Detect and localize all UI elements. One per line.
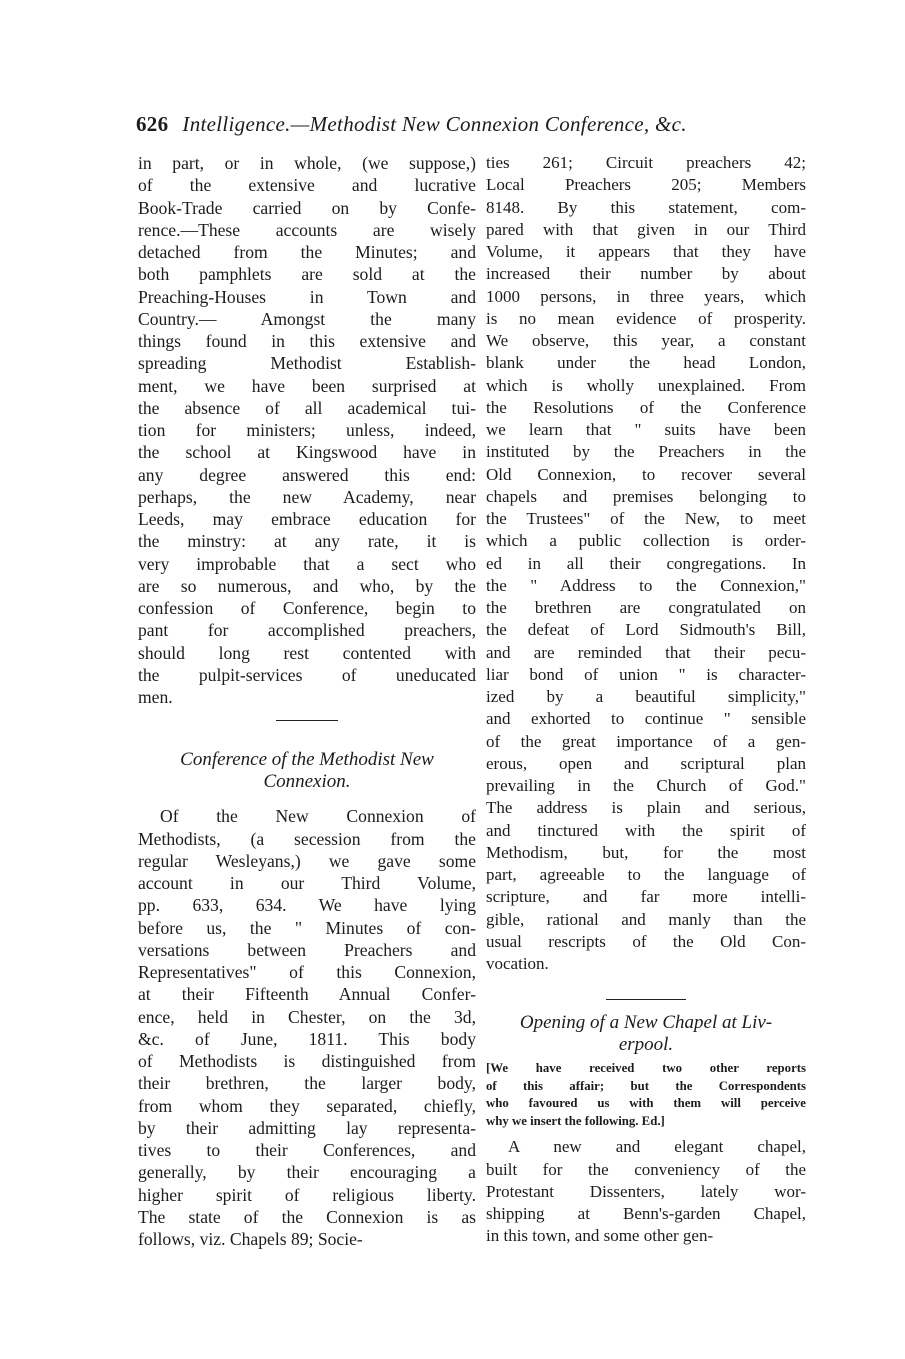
text-line: 1000 persons, in three years, which xyxy=(486,286,806,306)
text-line: erous, open and scriptural plan xyxy=(486,753,806,773)
text-line: confession of Conference, begin to xyxy=(138,598,476,618)
text-line: follows, viz. Chapels 89; Socie- xyxy=(138,1229,363,1249)
text-line: Of the New Connexion of xyxy=(160,806,476,827)
text-line: blank under the head London, xyxy=(486,353,806,373)
text-line: tives to their Conferences, and xyxy=(138,1140,476,1160)
section-title-line: Connexion. xyxy=(263,771,351,793)
text-line: detached from the Minutes; and xyxy=(138,242,476,262)
editor-note xyxy=(486,1060,806,1130)
section-title-line: erpool. xyxy=(618,1034,674,1056)
text-line: &c. of June, 1811. This body xyxy=(138,1028,476,1049)
text-line: Protestant Dissenters, lately wor- xyxy=(486,1181,806,1201)
text-line: We observe, this year, a constant xyxy=(486,331,806,350)
text-line: versations between Preachers and xyxy=(138,939,476,960)
text-line: the brethren are congratulated on xyxy=(486,598,806,617)
text-line: Methodism, but, for the most xyxy=(486,842,806,862)
text-line: generally, by their encouraging a xyxy=(138,1162,476,1183)
text-line: Representatives" of this Connexion, xyxy=(138,962,476,982)
running-header xyxy=(136,112,776,152)
text-line: Country.— Amongst the many xyxy=(138,308,476,329)
text-line: the defeat of Lord Sidmouth's Bill, xyxy=(486,620,806,640)
text-line: and tinctured with the spirit of xyxy=(486,820,806,840)
text-line: and exhorted to continue " sensible xyxy=(486,709,806,729)
paragraph-statistics xyxy=(486,152,806,975)
text-line: built for the conveniency of the xyxy=(486,1159,806,1179)
text-line: is no mean evidence of prosperity. xyxy=(486,308,806,328)
text-line: Preaching-Houses in Town and xyxy=(138,286,476,307)
text-line: account in our Third Volume, xyxy=(138,873,476,893)
text-line: Volume, it appears that they have xyxy=(486,242,806,261)
text-line: The address is plain and serious, xyxy=(486,798,806,818)
text-line: ed in all their congregations. In xyxy=(486,553,806,573)
text-line: Methodists, (a secession from the xyxy=(138,828,476,849)
section-title-conference xyxy=(138,749,476,793)
text-line: the Resolutions of the Conference xyxy=(486,397,806,417)
page-number: 626 xyxy=(136,112,169,136)
text-line: A new and elegant chapel, xyxy=(508,1137,806,1157)
text-line: Leeds, may embrace education for xyxy=(138,509,476,529)
section-title-line: Conference of the Methodist New xyxy=(180,749,434,771)
text-line: by their admitting lay representa- xyxy=(138,1117,476,1138)
text-line: very improbable that a sect who xyxy=(138,553,476,574)
text-line: increased their number by about xyxy=(486,264,806,284)
text-line: ized by a beautiful simplicity," xyxy=(486,687,806,706)
text-line: of this affair; but the Correspondents xyxy=(486,1078,806,1093)
text-line: ence, held in Chester, on the 3d, xyxy=(138,1006,476,1027)
text-line: Old Connexion, to recover several xyxy=(486,464,806,484)
text-line: pant for accomplished preachers, xyxy=(138,620,476,641)
text-line: higher spirit of religious liberty. xyxy=(138,1184,476,1205)
text-line: are so numerous, and who, by the xyxy=(138,575,476,596)
text-line: and are reminded that their pecu- xyxy=(486,642,806,662)
text-line: at their Fifteenth Annual Confer- xyxy=(138,984,476,1005)
text-line: in part, or in whole, (we suppose,) xyxy=(138,153,476,173)
text-line: scripture, and far more intelli- xyxy=(486,887,806,907)
text-line: their brethren, the larger body, xyxy=(138,1073,476,1094)
text-line: Book-Trade carried on by Confe- xyxy=(138,197,476,218)
text-line: liar bond of union " is character- xyxy=(486,664,806,684)
section-title-chapel xyxy=(486,1012,806,1056)
running-title: Intelligence.—Methodist New Connexion Conference, &c. xyxy=(182,112,687,136)
text-line: part, agreeable to the language of xyxy=(486,865,806,884)
text-line: in this town, and some other gen- xyxy=(486,1226,714,1246)
text-line: shipping at Benn's-garden Chapel, xyxy=(486,1204,806,1223)
paragraph-chapel-opening xyxy=(486,1136,806,1247)
section-divider xyxy=(606,999,686,1000)
text-line: the minstry: at any rate, it is xyxy=(138,531,476,552)
text-line: things found in this extensive and xyxy=(138,331,476,351)
text-line: regular Wesleyans,) we gave some xyxy=(138,850,476,871)
text-line: perhaps, the new Academy, near xyxy=(138,486,476,507)
text-line: pared with that given in our Third xyxy=(486,219,806,239)
text-line: spreading Methodist Establish- xyxy=(138,353,476,374)
text-line: who favoured us with them will perceive xyxy=(486,1096,806,1111)
text-line: gible, rational and manly than the xyxy=(486,909,806,929)
text-line: why we insert the following. Ed.] xyxy=(486,1113,665,1128)
text-line: ties 261; Circuit preachers 42; xyxy=(486,153,806,172)
text-line: usual rescripts of the Old Con- xyxy=(486,931,806,951)
text-line: which a public collection is order- xyxy=(486,531,806,551)
text-line: which is wholly unexplained. From xyxy=(486,375,806,395)
section-divider xyxy=(276,720,338,721)
text-line: the pulpit-services of uneducated xyxy=(138,664,476,685)
paragraph-new-connexion xyxy=(138,805,476,1250)
text-line: instituted by the Preachers in the xyxy=(486,442,806,462)
text-line: tion for ministers; unless, indeed, xyxy=(138,420,476,440)
text-line: of the great importance of a gen- xyxy=(486,731,806,751)
text-line: The state of the Connexion is as xyxy=(138,1206,476,1227)
text-line: of Methodists is distinguished from xyxy=(138,1051,476,1071)
right-column xyxy=(486,152,806,1248)
text-line: prevailing in the Church of God." xyxy=(486,776,806,795)
text-line: ment, we have been surprised at xyxy=(138,375,476,396)
text-line: should long rest contented with xyxy=(138,642,476,663)
text-line: the absence of all academical tui- xyxy=(138,397,476,418)
text-line: pp. 633, 634. We have lying xyxy=(138,895,476,916)
text-line: the " Address to the Connexion," xyxy=(486,575,806,595)
text-line: [We have received two other reports xyxy=(486,1061,806,1076)
text-line: we learn that " suits have been xyxy=(486,420,806,439)
paragraph-book-trade xyxy=(138,152,476,708)
text-line: vocation. xyxy=(486,954,549,973)
text-line: from whom they separated, chiefly, xyxy=(138,1095,476,1116)
text-line: men. xyxy=(138,687,173,707)
left-column xyxy=(138,152,476,1250)
text-line: both pamphlets are sold at the xyxy=(138,264,476,285)
text-line: chapels and premises belonging to xyxy=(486,486,806,506)
text-line: of the extensive and lucrative xyxy=(138,175,476,196)
text-line: the Trustees" of the New, to meet xyxy=(486,509,806,528)
text-line: rence.—These accounts are wisely xyxy=(138,219,476,240)
text-line: the school at Kingswood have in xyxy=(138,442,476,463)
text-line: before us, the " Minutes of con- xyxy=(138,917,476,938)
text-line: any degree answered this end: xyxy=(138,464,476,485)
text-line: 8148. By this statement, com- xyxy=(486,197,806,217)
text-line: Local Preachers 205; Members xyxy=(486,175,806,195)
section-title-line: Opening of a New Chapel at Liv- xyxy=(519,1012,773,1034)
